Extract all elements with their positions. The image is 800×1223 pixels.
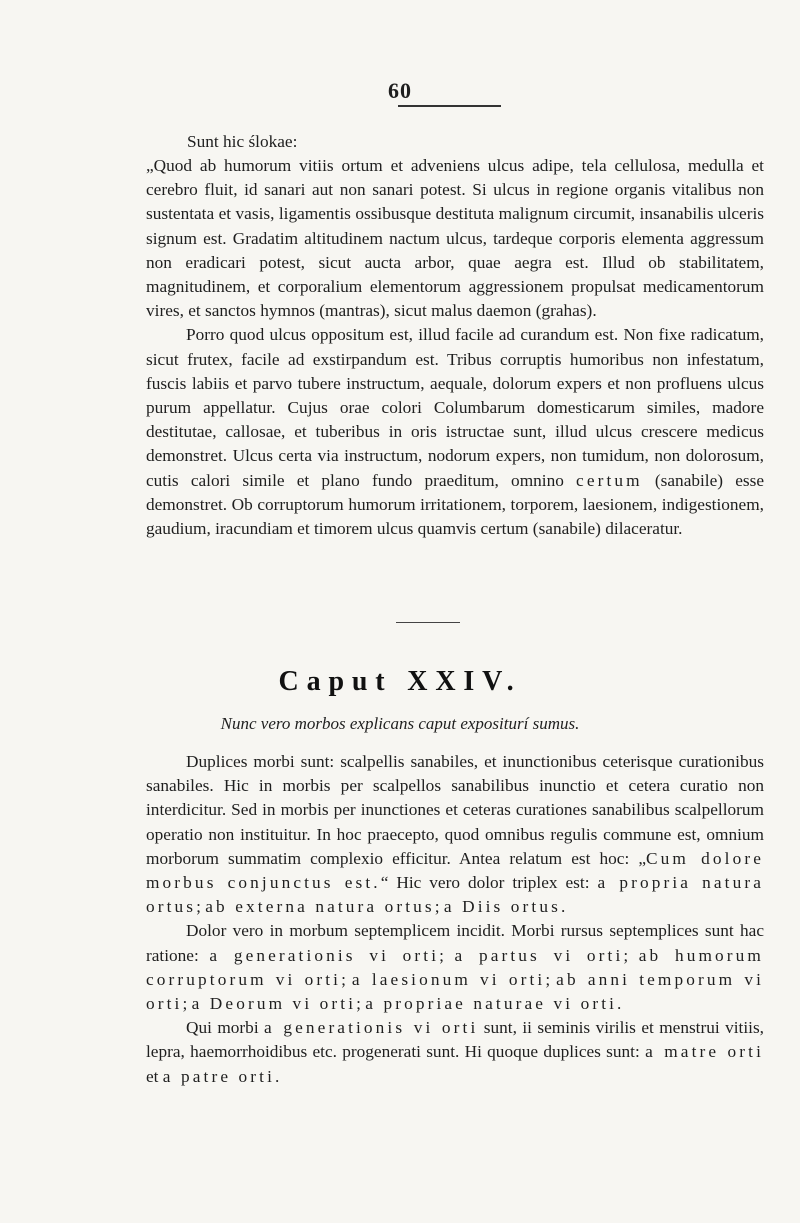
cause-2: a partus vi orti [454,945,624,965]
sep: ; [623,945,639,965]
body-text-1 [146,154,764,541]
sep: ; [434,897,444,917]
sep: ; [182,994,192,1014]
chapter-heading: Caput XXIV. [278,666,522,697]
paragraph-3 [146,750,764,919]
paragraph-2-text-a: Porro quod ulcus oppositum est, illud facile ad curandum est. Non fixe radicatum, sicut frutex, facile ad exstirpandum est. Tribus corruptis humoribus non infestatum, fuscis labiis et parvo tubere instructum, aequale, dolorum expers et non profluens ulcus purum appellatur. Cujus orae colori Columbarum domesticarum similes, madore destitutae, callosae, et tuberibus in oris istructae sunt, illud ulcus crescere medicus demonstret. Ulcus certa via instructum, nodorum expers, non tumidum, non dolorosum, cutis calori simile et plano fundo praeditum, omnino [146,325,764,490]
body-text-2 [146,750,764,1089]
page-number: 60 [388,78,412,103]
cause-4: a laesionum vi orti [351,969,546,989]
period: . [275,1066,280,1086]
sep: ; [356,994,366,1014]
origin-1: a propria natura ortus [146,873,764,917]
period: . [560,897,566,917]
paragraph-4 [146,919,764,1016]
origin-2: ab externa natura ortus [205,897,435,917]
cause-3: ab humorum corruptorum vi orti [146,945,764,989]
origin-3: a Diis ortus [443,897,561,917]
cause-7: a propriae naturae vi orti [365,994,618,1014]
sep: ; [196,897,206,917]
paragraph-1-text: „Quod ab humorum vitiis ortum et adveniens ulcus adipe, tela cellulosa, medulla et cerebro fluit, id sanari aut non sanari potest. Si ulcus in regione organis vitalibus non sustentata et vasis, ligamentis ossibusque destituta malignum circumit, insanabilis ulceris signum est. Gradatim altitudinem nactum ulcus, tardeque corporis elementa aggressum non eradicari potest, sicut aucta arbor, quae aegra est. Illud ob stabilitatem, magnitudinem, et corporalium elementorum aggressionem propulsat medicamentorum vires, et sanctos hymnos (mantras), sicut malus daemon (grahas). [146,156,764,321]
paragraph-3-text-a: Duplices morbi sunt: scalpellis sanabiles, et inunctionibus ceterisque curationibus sanabiles. Hic in morbis per scalpellos sanabilibus inunctio et cetera curatio non interdicitur. Sed in morbis per inunctiones et ceteras curationes sanabilibus scalpellorum operatio non instituitur. In hoc praecepto, quod omnibus regulis commune est, omnium morborum summatim complexio efficitur. Antea relatum est hoc: „ [146,752,764,868]
cause-5: ab anni temporum vi orti [146,969,764,1014]
paragraph-5 [146,1016,764,1089]
paragraph-3-text-b: “ Hic vero dolor triplex est: [380,873,598,893]
sep: ; [439,945,455,965]
section-divider [396,622,460,623]
paragraph-5-text-b: sunt, ii seminis virilis et menstrui vitiis, lepra, haemorrhoidibus etc. progenerati sunt. Hi quoque duplices sunt: [146,1018,764,1062]
paragraph-2 [146,323,764,541]
paragraph-2-spaced: certum [576,470,643,490]
sep: ; [545,969,557,989]
paragraph-5-spaced: a generationis vi orti [264,1018,479,1038]
paragraph-3-quote: Cum dolore morbus conjunctus est. [146,848,765,893]
page-number-rule [398,105,501,107]
paragraph-4-text: Dolor vero in morbum septemplicem incidit. Morbi rursus septemplices sunt hac ratione: [146,921,764,965]
paragraph-1 [146,154,764,323]
cause-6: a Deorum vi orti [191,994,357,1014]
origin-mother: a matre orti [645,1042,765,1062]
cause-1: a generationis vi orti [209,945,440,965]
conjunction: et [146,1066,163,1086]
sep: ; [341,969,352,989]
chapter-subtitle: Nunc vero morbos explicans caput expositurí sumus. [220,714,580,733]
intro-line: Sunt hic ślokae: [187,132,298,151]
origin-father: a patre orti [162,1066,276,1086]
paragraph-2-text-b: (sanabile) esse demonstret. Ob corruptorum humorum irritationem, torporem, laesionem, indigestionem, gaudium, iracundiam et timorem ulcus quamvis certum (sanabile) dilaceratur. [146,470,765,539]
paragraph-5-text-a: Qui morbi [186,1018,265,1038]
period: . [617,994,622,1014]
